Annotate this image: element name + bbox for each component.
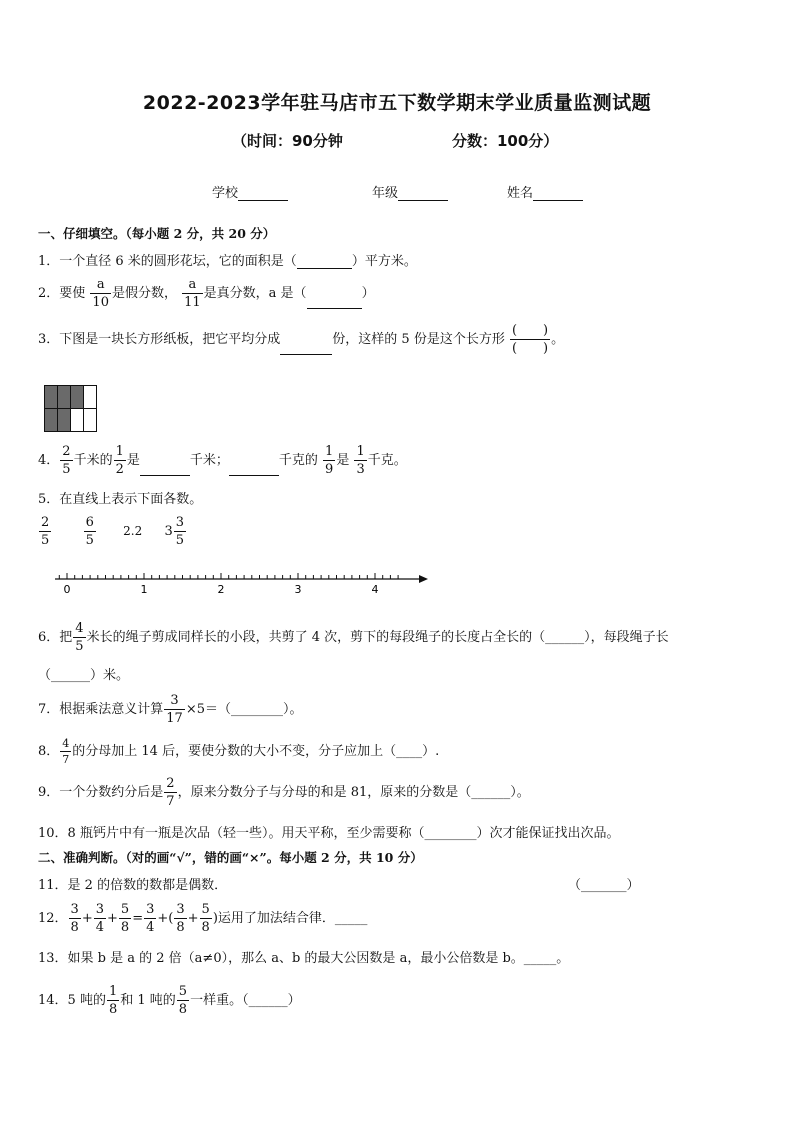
q5-n2-num: 6 bbox=[85, 515, 94, 530]
question-10: 10．8 瓶钙片中有一瓶是次品（轻一些）。用天平称，至少需要称（________）次才能保证找出次品。 bbox=[38, 826, 620, 841]
q6-f-den: 5 bbox=[75, 639, 84, 654]
q2-f1-den: 10 bbox=[92, 295, 109, 310]
q4-text-g: 千克。 bbox=[367, 453, 407, 468]
question-13: 13．如果 b 是 a 的 2 倍（a≠0），那么 a、b 的最大公因数是 a，最小公倍数是 b。_____。 bbox=[38, 951, 570, 966]
q12-operator: = bbox=[132, 911, 144, 926]
q14-f1-den: 8 bbox=[108, 1002, 118, 1017]
q7-fraction bbox=[164, 694, 185, 725]
q5-n4-num: 3 bbox=[175, 515, 185, 530]
number-line bbox=[50, 568, 440, 598]
school-label: 学校 bbox=[212, 186, 239, 201]
q8-f-den: 7 bbox=[62, 753, 70, 766]
name-label: 姓名 bbox=[507, 186, 534, 201]
q4-fraction-2 bbox=[114, 445, 126, 476]
school-field bbox=[212, 182, 288, 201]
q2-text-b: 是假分数， bbox=[111, 286, 177, 301]
q12-fraction-num: 3 bbox=[70, 902, 79, 917]
q12-operator: ) bbox=[212, 911, 218, 926]
number-line-label: 2 bbox=[217, 583, 225, 596]
q14-fraction-2 bbox=[177, 985, 189, 1016]
q9-text-b: ，原来分数分子与分母的和是 81，原来的分数是（______）。 bbox=[177, 785, 530, 800]
q4-fraction-1 bbox=[60, 445, 72, 476]
q11-answer-blank[interactable]: （_______） bbox=[568, 878, 640, 893]
school-blank[interactable] bbox=[238, 186, 288, 201]
q12-fraction-den: 8 bbox=[70, 920, 79, 935]
q5-n2-den: 5 bbox=[85, 533, 94, 548]
q9-fraction bbox=[164, 777, 176, 808]
q14-text-a: 14．5 吨的 bbox=[38, 993, 106, 1008]
q14-text-c: 一样重。（______） bbox=[190, 993, 301, 1008]
q7-text-b: ×5＝（________）。 bbox=[185, 702, 303, 717]
q4-f3-den: 9 bbox=[325, 462, 334, 477]
q2-blank[interactable] bbox=[307, 294, 362, 309]
question-12 bbox=[38, 903, 367, 934]
q9-f-den: 7 bbox=[166, 794, 175, 809]
q5-number-4-whole: 3 bbox=[164, 524, 173, 539]
q12-fraction bbox=[69, 903, 81, 934]
question-2 bbox=[38, 278, 375, 309]
q5-number-2 bbox=[84, 516, 96, 547]
q3-text-b: 份，这样的 5 份是这个长方形 bbox=[332, 332, 505, 347]
q12-expression bbox=[68, 902, 218, 935]
q4-text-c: 是 bbox=[126, 453, 140, 468]
q4-text-b: 千米的 bbox=[73, 453, 113, 468]
q2-text-c: 是真分数，a 是（ bbox=[203, 286, 307, 301]
q14-f2-num: 5 bbox=[178, 984, 188, 999]
q5-numbers bbox=[38, 516, 187, 547]
q5-n4-den: 5 bbox=[175, 533, 185, 548]
q12-fraction bbox=[200, 903, 212, 934]
section-1-heading: 一、仔细填空。（每小题 2 分，共 20 分） bbox=[38, 226, 276, 241]
q12-fraction-den: 4 bbox=[146, 920, 155, 935]
q4-text-d: 千米； bbox=[189, 453, 229, 468]
q6-text-b: 米长的绳子剪成同样长的小段，共剪了 4 次，剪下的每段绳子的长度占全长的（______），每段绳子长 bbox=[86, 630, 669, 645]
q6-f-num: 4 bbox=[75, 621, 84, 636]
q12-fraction bbox=[94, 903, 106, 934]
q12-fraction bbox=[119, 903, 131, 934]
page-title: 2022-2023学年驻马店市五下数学期末学业质量监测试题 bbox=[142, 92, 652, 114]
q14-text-b: 和 1 吨的 bbox=[120, 993, 176, 1008]
q5-number-3: 2.2 bbox=[123, 524, 143, 538]
q7-f-num: 3 bbox=[170, 693, 179, 708]
q8-fraction bbox=[60, 738, 71, 765]
q14-f2-den: 8 bbox=[178, 1002, 188, 1017]
number-line-label: 4 bbox=[371, 583, 379, 596]
question-8 bbox=[38, 738, 439, 765]
q3-f-den: ( ) bbox=[511, 341, 549, 356]
q2-fraction-1 bbox=[90, 278, 111, 309]
number-line-label: 0 bbox=[63, 583, 71, 596]
question-1 bbox=[38, 250, 417, 269]
q14-fraction-1 bbox=[107, 985, 119, 1016]
q6-text-a: 6．把 bbox=[38, 630, 73, 645]
q4-fraction-3 bbox=[323, 445, 335, 476]
name-blank[interactable] bbox=[533, 186, 583, 201]
q12-operator: +( bbox=[157, 911, 174, 926]
q12-operator: + bbox=[81, 911, 93, 926]
grade-blank[interactable] bbox=[398, 186, 448, 201]
question-4 bbox=[38, 445, 407, 476]
q12-fraction-den: 8 bbox=[120, 920, 130, 935]
q1-blank[interactable] bbox=[297, 254, 352, 269]
q12-fraction-den: 8 bbox=[201, 920, 210, 935]
q8-text-b: 的分母加上 14 后，要使分数的大小不变，分子应加上（____）. bbox=[72, 744, 440, 759]
q1-text: 1．一个直径 6 米的圆形花坛，它的面积是（ bbox=[38, 254, 297, 269]
question-6 bbox=[38, 622, 669, 653]
q5-number-4 bbox=[174, 516, 186, 547]
q12-text-b: 运用了加法结合律．_____ bbox=[217, 911, 368, 926]
q5-n1-den: 5 bbox=[41, 533, 50, 548]
grade-label: 年级 bbox=[372, 186, 399, 201]
number-line-label: 3 bbox=[294, 583, 302, 596]
q4-f4-den: 3 bbox=[356, 462, 365, 477]
q3-blank[interactable] bbox=[280, 340, 332, 355]
q14-f1-num: 1 bbox=[108, 984, 118, 999]
q4-f2-num: 1 bbox=[115, 444, 124, 459]
q6-line-2: （______）米。 bbox=[38, 668, 130, 683]
q12-operator: + bbox=[107, 911, 118, 926]
q4-f1-num: 2 bbox=[62, 444, 71, 459]
q7-text-a: 7．根据乘法意义计算 bbox=[38, 702, 164, 717]
q4-f3-num: 1 bbox=[325, 444, 334, 459]
q12-fraction bbox=[144, 903, 156, 934]
q12-text-a: 12． bbox=[38, 911, 68, 926]
exam-score: 分数：100分） bbox=[452, 132, 559, 150]
question-3 bbox=[38, 324, 564, 355]
name-field bbox=[507, 182, 583, 201]
q12-fraction-num: 5 bbox=[120, 902, 130, 917]
q4-text-e: 千克的 bbox=[278, 453, 318, 468]
q12-fraction bbox=[174, 903, 186, 934]
q3-f-num: ( ) bbox=[511, 323, 549, 338]
question-9 bbox=[38, 777, 530, 808]
q1-text-end: ）平方米。 bbox=[351, 254, 417, 269]
q4-blank-1[interactable] bbox=[140, 461, 190, 476]
q8-text-a: 8． bbox=[38, 744, 60, 759]
q12-fraction-den: 8 bbox=[176, 920, 185, 935]
q4-fraction-4 bbox=[354, 445, 366, 476]
rectangle-grid-figure bbox=[44, 385, 97, 432]
q4-f2-den: 2 bbox=[115, 462, 124, 477]
q2-text-a: 2．要使 bbox=[38, 286, 86, 301]
q7-f-den: 17 bbox=[166, 711, 183, 726]
q9-text-a: 9．一个分数约分后是 bbox=[38, 785, 164, 800]
question-11: 11．是 2 的倍数的数都是偶数． bbox=[38, 878, 228, 893]
q4-text-a: 4． bbox=[38, 453, 60, 468]
q5-n1-num: 2 bbox=[41, 515, 50, 530]
question-5: 5．在直线上表示下面各数。 bbox=[38, 492, 203, 507]
q2-f2-num: a bbox=[188, 277, 197, 292]
q3-fraction-blank[interactable] bbox=[510, 324, 550, 355]
q12-fraction-num: 3 bbox=[146, 902, 155, 917]
number-line-label: 1 bbox=[140, 583, 148, 596]
grade-field bbox=[372, 182, 448, 201]
q3-text-c: 。 bbox=[551, 332, 565, 347]
q12-fraction-num: 5 bbox=[201, 902, 210, 917]
q4-blank-2[interactable] bbox=[229, 461, 279, 476]
exam-time: （时间：90分钟 bbox=[232, 132, 343, 150]
q12-fraction-den: 4 bbox=[95, 920, 105, 935]
q2-fraction-2 bbox=[182, 278, 203, 309]
q4-text-f: 是 bbox=[336, 453, 350, 468]
q2-f1-num: a bbox=[96, 277, 105, 292]
q2-f2-den: 11 bbox=[184, 295, 201, 310]
q2-text-d: ） bbox=[361, 286, 375, 301]
q12-fraction-num: 3 bbox=[176, 902, 185, 917]
q8-f-num: 4 bbox=[62, 737, 70, 750]
q4-f1-den: 5 bbox=[62, 462, 71, 477]
question-14 bbox=[38, 985, 301, 1016]
q5-number-1 bbox=[39, 516, 51, 547]
q12-fraction-num: 3 bbox=[95, 902, 105, 917]
q12-operator: + bbox=[187, 911, 199, 926]
question-7 bbox=[38, 694, 303, 725]
q9-f-num: 2 bbox=[166, 776, 175, 791]
q6-fraction bbox=[73, 622, 85, 653]
q4-f4-num: 1 bbox=[356, 444, 365, 459]
q3-text-a: 3．下图是一块长方形纸板，把它平均分成 bbox=[38, 332, 281, 347]
section-2-heading: 二、准确判断。（对的画“√”，错的画“×”。每小题 2 分，共 10 分） bbox=[38, 850, 423, 865]
